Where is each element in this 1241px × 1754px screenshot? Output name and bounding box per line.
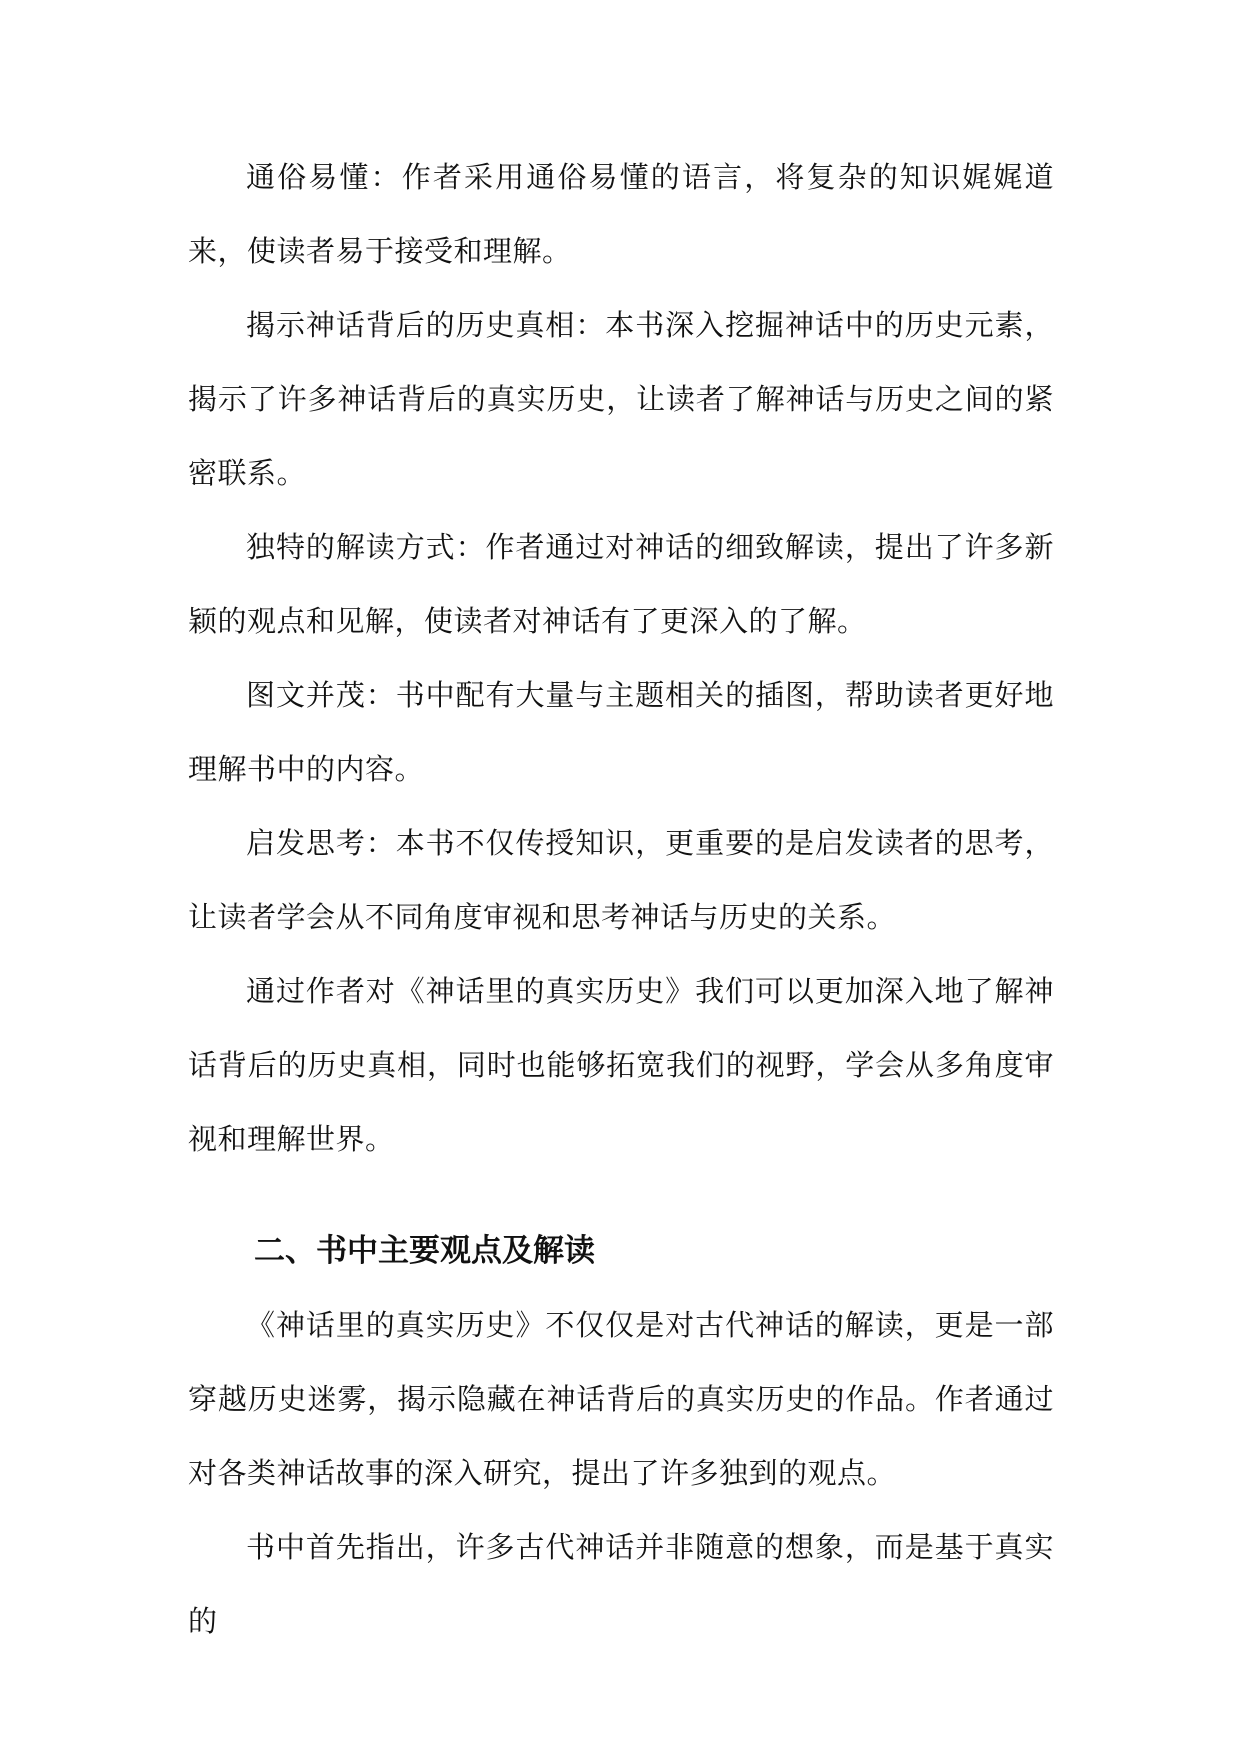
paragraph-summary: 通过作者对《神话里的真实历史》我们可以更加深入地了解神话背后的历史真相，同时也能够拓宽我们的视野，学会从多角度审视和理解世界。 [188,974,1054,1156]
document-body [188,140,1054,1658]
section-heading: 二、书中主要观点及解读 [254,1233,595,1269]
paragraph-main-views-first: 书中首先指出，许多古代神话并非随意的想象，而是基于真实的 [188,1530,1054,1638]
paragraph-easy-to-understand: 通俗易懂：作者采用通俗易懂的语言，将复杂的知识娓娓道来，使读者易于接受和理解。 [188,160,1054,268]
paragraph-main-views-intro: 《神话里的真实历史》不仅仅是对古代神话的解读，更是一部穿越历史迷雾，揭示隐藏在神话背后的真实历史的作品。作者通过对各类神话故事的深入研究，提出了许多独到的观点。 [188,1308,1054,1490]
paragraph-illustrations: 图文并茂：书中配有大量与主题相关的插图，帮助读者更好地理解书中的内容。 [188,678,1054,786]
paragraph-inspire-thinking: 启发思考：本书不仅传授知识，更重要的是启发读者的思考，让读者学会从不同角度审视和思考神话与历史的关系。 [188,826,1054,934]
paragraph-historical-truth: 揭示神话背后的历史真相：本书深入挖掘神话中的历史元素，揭示了许多神话背后的真实历史，让读者了解神话与历史之间的紧密联系。 [188,308,1054,490]
paragraph-unique-interpretation: 独特的解读方式：作者通过对神话的细致解读，提出了许多新颖的观点和见解，使读者对神话有了更深入的了解。 [188,530,1054,638]
